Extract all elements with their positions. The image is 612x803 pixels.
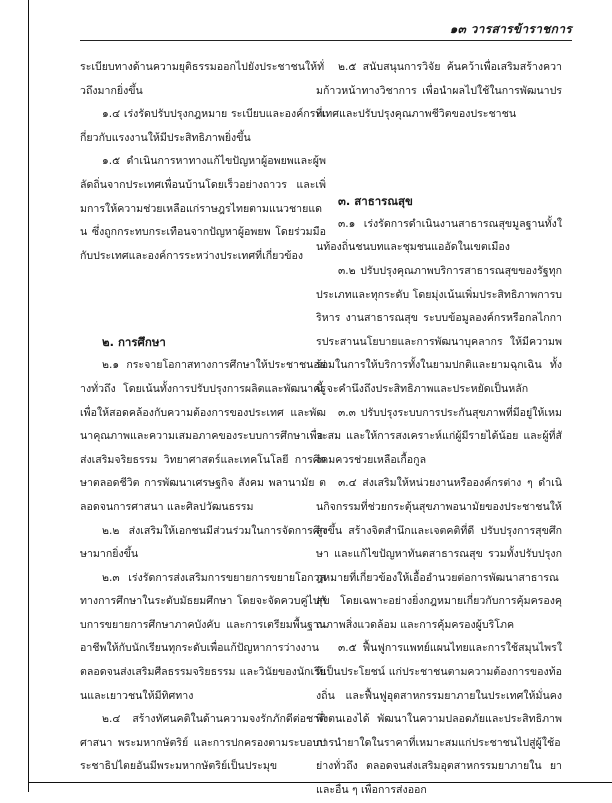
item-2-1: ๒.๑ กระจายโอกาสทางการศึกษาให้ประชาชนอย่างทั่วถึง โดยเน้นทั้งการปรับปรุงการผลิตและพัฒนาครู เพื่อให้สอดคล้องกับความต้องการของประเทศ และพัฒนาคุณภาพและความเสมอภาคของระบบการศึกษาเพื่อส่งเสริมจริยธรรม วิทยาศาสตร์และเทคโนโลยี การศึกษาตลอดชีวิต การพัฒนาเศรษฐกิจ สังคม พลานามัย ตลอดจนการศาสนา และศิลปวัฒนธรรม xyxy=(80,359,326,513)
item-3-5: ๓.๕ ฟื้นฟูการแพทย์แผนไทยและการใช้สมุนไพรให้เป็นประโยชน์ แก่ประชาชนตามความต้องการของท้องถิ่น และฟื้นฟูอุตสาหกรรมยาภายในประเทศให้มั่นคง พึ่งตนเองได้ พัฒนาในความปลอดภัยและประสิทธิภาพการนำยาใดในราคาที่เหมาะสมแก่ประชาชนไปสู่ผู้ใช้อย่างทั่วถึง ตลอดจนส่งเสริมอุตสาหกรรมยาภายใน ยา และอื่น ๆ เพื่อการส่งออก xyxy=(316,642,562,797)
item-1-5: ๑.๕ ดำเนินการหาทางแก้ไขปัญหาผู้อพยพและผู้พลัดถิ่นจากประเทศเพื่อนบ้านโดยเร็วอย่างถาวร และเพิ่มการให้ความช่วยเหลือแก่ราษฎรไทยตามแนวชายแดน ซึ่งถูกกระทบกระเทือนจากปัญหาผู้อพยพ โดยร่วมมือกับประเทศและองค์การระหว่างประเทศที่เกี่ยวข้อง xyxy=(80,155,326,262)
section-heading-public-health: ๓. สาธารณสุข xyxy=(338,193,413,208)
item-2-5: ๒.๕ สนับสนุนการวิจัย ค้นคว้าเพื่อเสริมสร้างความก้าวหน้าทางวิชาการ เพื่อนำผลไปใช้ในการพัฒนาประเทศและปรับปรุงคุณภาพชีวิตของประชาชน xyxy=(316,61,562,121)
left-column xyxy=(80,56,326,779)
item-3-3: ๓.๓ ปรับปรุงระบบการประกันสุขภาพที่มีอยู่ให้เหมาะสม และให้การสงเคราะห์แก่ผู้มีรายได้น้อย และผู้ที่สังคมควรช่วยเหลือเกื้อกูล xyxy=(316,406,562,466)
item-3-2: ๓.๒ ปรับปรุงคุณภาพบริการสาธารณสุขของรัฐทุกประเภทและทุกระดับ โดยมุ่งเน้นเพิ่มประสิทธิภาพการบริหาร งานสาธารณสุข ระบบข้อมูลองค์กรหรือกลไกการประสานนโยบายและการพัฒนาบุคลากร ให้มีความพร้อมในการให้บริการทั้งในยามปกติและยามฉุกเฉิน ทั้งนี้ จะคำนึงถึงประสิทธิภาพและประหยัดเป็นหลัก xyxy=(316,264,562,395)
section-gap xyxy=(80,268,326,330)
item-2-2: ๒.๒ ส่งเสริมให้เอกชนมีส่วนร่วมในการจัดการศึกษามากยิ่งขึ้น xyxy=(80,524,326,561)
section-gap xyxy=(316,127,562,189)
page-header xyxy=(80,20,572,44)
running-header-title: ๑๓ วารสารข้าราชการ xyxy=(449,22,572,36)
header-rule xyxy=(80,40,572,41)
item-2-4: ๒.๔ สร้างทัศนคติในด้านความจงรักภักดีต่อชาติ ศาสนา พระมหากษัตริย์ และการปกครองตามระบอบประชาธิปไตยอันมีพระมหากษัตริย์เป็นประมุข xyxy=(80,713,326,773)
item-3-4: ๓.๔ ส่งเสริมให้หน่วยงานหรือองค์กรต่าง ๆ ดำเนินกิจกรรมที่ช่วยกระตุ้นสุขภาพอนามัยของประชาชนให้สูงขึ้น สร้างจิตสำนึกและเจตคติที่ดี ปรับปรุงการสุขศึกษา และแก้ไขปัญหาทันตสาธารณสุข รวมทั้งปรับปรุงกฎหมายที่เกี่ยวข้องให้เอื้ออำนวยต่อการพัฒนาสาธารณสุข โดยเฉพาะอย่างยิ่งกฎหมายเกี่ยวกับการคุ้มครองคุณภาพสิ่งแวดล้อม และการคุ้มครองผู้บริโภค xyxy=(316,477,562,631)
item-2-3: ๒.๓ เร่งรัดการส่งเสริมการขยายการขยายโอกาสทางการศึกษาในระดับมัธยมศึกษา โดยจะจัดควบคู่ไปกับการขยายการศึกษาภาคบังคับ และการเตรียมพื้นฐานอาชีพให้กับนักเรียนทุกระดับเพื่อแก้ปัญหาการว่างงาน ตลอดจนส่งเสริมศีลธรรมจริยธรรม และวินัยของนักเรียนและเยาวชนให้มีทิศทาง xyxy=(80,571,326,702)
item-1-4: ๑.๔ เร่งรัดปรับปรุงกฎหมาย ระเบียบและองค์กรที่เกี่ยวกับแรงงานให้มีประสิทธิภาพยิ่งขึ้น xyxy=(80,108,326,144)
continuation-paragraph: ระเบียบทางด้านความยุติธรรมออกไปยังประชาชนให้ทั่วถึงมากยิ่งขึ้น xyxy=(80,61,325,97)
scan-border-left xyxy=(28,0,29,792)
section-heading-education: ๒. การศึกษา xyxy=(102,335,166,350)
item-3-1: ๓.๑ เร่งรัดการดำเนินงานสาธารณสุขมูลฐานทั้งในท้องถิ่นชนบทและชุมชนแออัดในเขตเมือง xyxy=(316,217,562,254)
right-column xyxy=(316,56,562,803)
